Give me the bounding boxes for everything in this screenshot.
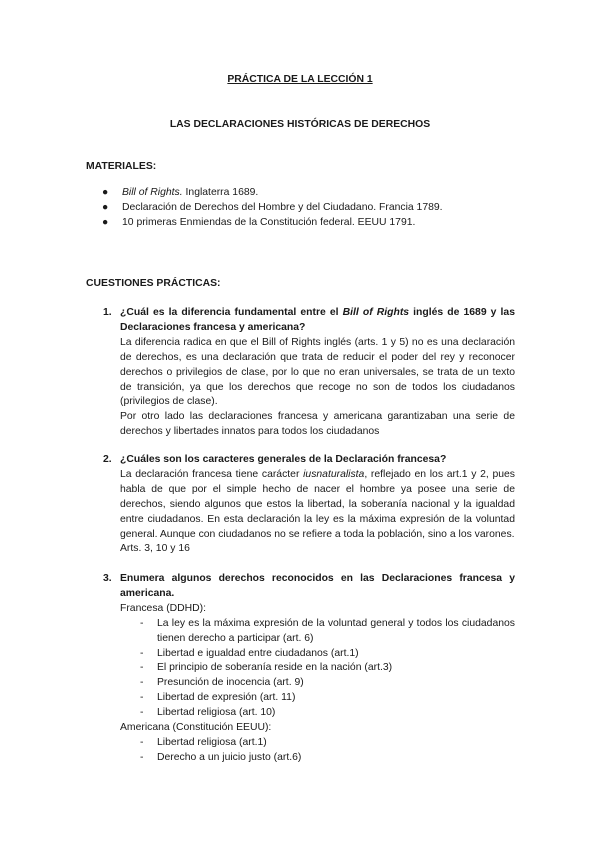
american-group-label: Americana (Constitución EEUU): bbox=[120, 722, 272, 734]
answer-paragraph bbox=[120, 468, 515, 543]
dash-icon: - bbox=[140, 617, 144, 629]
list-item bbox=[120, 736, 515, 751]
dash-icon: - bbox=[140, 662, 144, 674]
answer-articles: Arts. 3, 10 y 16 bbox=[120, 543, 190, 555]
list-item-text: Derecho a un juicio justo (art.6) bbox=[157, 751, 302, 763]
question-number: 2. bbox=[103, 454, 112, 465]
question-1 bbox=[103, 306, 515, 440]
list-item bbox=[120, 617, 515, 647]
material-text: 10 primeras Enmiendas de la Constitución federal. EEUU 1791. bbox=[122, 217, 416, 228]
list-item-text: El principio de soberanía reside en la nación (art.3) bbox=[157, 662, 393, 674]
materials-heading: MATERIALES: bbox=[86, 161, 157, 172]
list-item bbox=[102, 216, 443, 231]
dash-icon: - bbox=[140, 751, 144, 763]
list-item bbox=[120, 647, 515, 662]
materials-list bbox=[102, 186, 443, 231]
list-item bbox=[120, 691, 515, 706]
question-number: 1. bbox=[103, 307, 112, 318]
material-text: Inglaterra 1689. bbox=[182, 187, 259, 198]
list-item-text: Libertad de expresión (art. 11) bbox=[157, 692, 296, 704]
dash-icon: - bbox=[140, 736, 144, 748]
list-item-text: Presunción de inocencia (art. 9) bbox=[157, 677, 304, 689]
question-title-text: inglés de 1689 y las Declaraciones francesa y americana? bbox=[120, 307, 515, 333]
document-title: PRÁCTICA DE LA LECCIÓN 1 bbox=[227, 74, 373, 85]
french-group-label: Francesa (DDHD): bbox=[120, 602, 207, 614]
question-title bbox=[120, 306, 515, 336]
dash-icon: - bbox=[140, 647, 144, 659]
list-item bbox=[102, 201, 443, 216]
question-3 bbox=[103, 572, 515, 766]
answer-text: , reflejado en los art.1 y 2, pues habla de que por el simple hecho de nacer el hombre ya posee una serie de derechos, siendo algunos que estos la libertad, la soberanía nacional y la igualdad entre ciudadanos. En esta declaración la ley es la máxima expresión de la voluntad general. Aunque con ciudadanos no se refiere a toda la población, sino a los varones. bbox=[120, 468, 515, 540]
list-item bbox=[120, 661, 515, 676]
answer-text-italic: iusnaturalista bbox=[303, 468, 365, 480]
bullet-icon: ● bbox=[102, 187, 109, 198]
list-item bbox=[120, 676, 515, 691]
answer-body bbox=[120, 602, 515, 766]
material-title-italic: Bill of Rights. bbox=[122, 187, 183, 198]
list-item bbox=[120, 706, 515, 721]
question-title-text: ¿Cuál es la diferencia fundamental entre el bbox=[120, 307, 343, 318]
american-rights-list bbox=[120, 736, 515, 766]
list-item bbox=[120, 751, 515, 766]
list-item bbox=[102, 186, 443, 201]
list-item-text: Libertad religiosa (art. 10) bbox=[157, 707, 276, 719]
french-rights-list bbox=[120, 617, 515, 721]
question-number: 3. bbox=[103, 573, 112, 584]
document-subtitle: LAS DECLARACIONES HISTÓRICAS DE DERECHOS bbox=[169, 119, 431, 130]
dash-icon: - bbox=[140, 707, 144, 719]
dash-icon: - bbox=[140, 692, 144, 704]
questions-heading: CUESTIONES PRÁCTICAS: bbox=[86, 278, 221, 289]
question-title: ¿Cuáles son los caracteres generales de la Declaración francesa? bbox=[120, 454, 447, 465]
question-2 bbox=[103, 453, 515, 557]
dash-icon: - bbox=[140, 677, 144, 689]
bullet-icon: ● bbox=[102, 202, 109, 213]
answer-text: La declaración francesa tiene carácter bbox=[120, 468, 304, 480]
question-title-italic: Bill of Rights bbox=[342, 307, 410, 318]
answer-body bbox=[120, 468, 515, 557]
answer-paragraph: Por otro lado las declaraciones francesa y americana garantizaban una serie de derechos y libertades innatos para todos los ciudadanos bbox=[120, 411, 515, 438]
list-item-text: Libertad religiosa (art.1) bbox=[157, 736, 267, 748]
answer-body bbox=[120, 336, 515, 440]
bullet-icon: ● bbox=[102, 217, 109, 228]
material-text: Declaración de Derechos del Hombre y del Ciudadano. Francia 1789. bbox=[122, 202, 443, 213]
list-item-text: Libertad e igualdad entre ciudadanos (art.1) bbox=[157, 647, 359, 659]
answer-paragraph: La diferencia radica en que el Bill of Rights inglés (arts. 1 y 5) no es una declaración de derechos, es una declaración que trata de reducir el poder del rey y reconocer derechos o privilegios de clase, por lo que no eran universales, se trata de un texto de transición, ya que los derechos que recoge no son de todos los ciudadanos (privilegios de clase). bbox=[120, 336, 515, 408]
question-title: Enumera algunos derechos reconocidos en las Declaraciones francesa y americana. bbox=[120, 573, 515, 599]
list-item-text: La ley es la máxima expresión de la voluntad general y todos los ciudadanos tienen derecho a participar (art. 6) bbox=[157, 617, 515, 644]
